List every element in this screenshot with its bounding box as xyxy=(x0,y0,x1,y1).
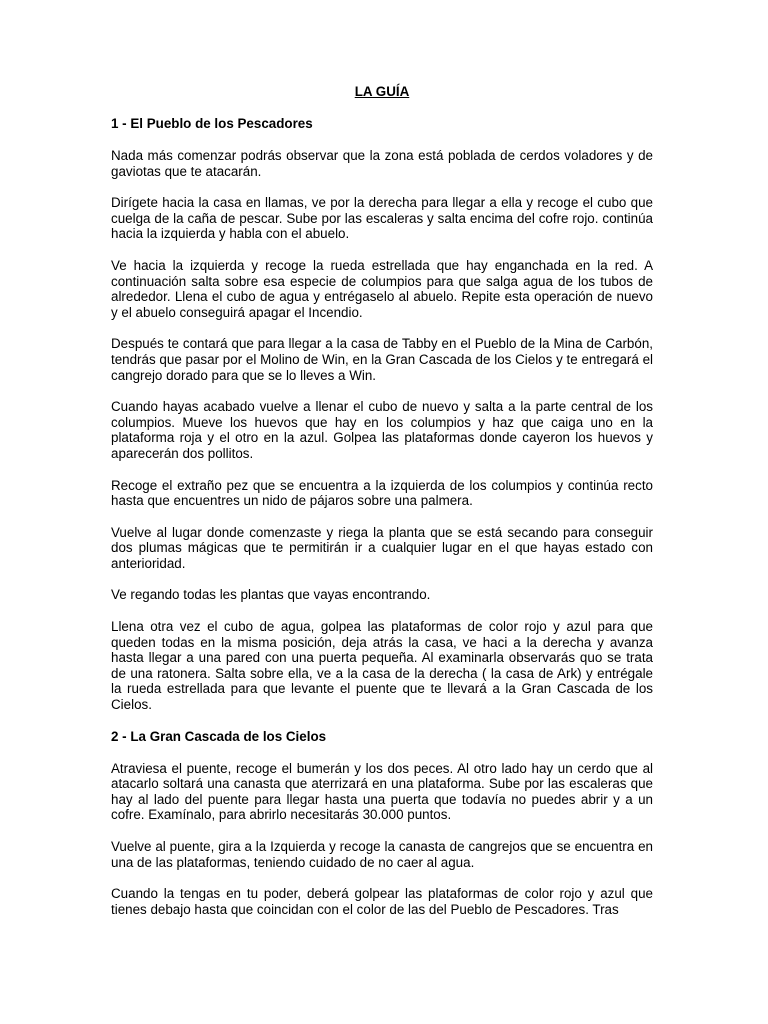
section-heading: 2 - La Gran Cascada de los Cielos xyxy=(111,728,327,744)
paragraph: Ve hacia la izquierda y recoge la rueda estrellada que hay enganchada en la red. A continuación salta sobre esa especie de columpios para que salga agua de los tubos de alrededor. Llena el cubo de agua y entrégaselo al abuelo. Repite esta operación de nuevo y el abuelo conseguirá apagar el Incendio. xyxy=(111,257,653,320)
section-2 xyxy=(111,729,653,918)
paragraph: Cuando la tengas en tu poder, deberá golpear las plataformas de color rojo y azul que tienes debajo hasta que coincidan con el color de las del Pueblo de Pescadores. Tras xyxy=(111,886,653,917)
section-heading: 1 - El Pueblo de los Pescadores xyxy=(111,116,313,131)
paragraph: Después te contará que para llegar a la casa de Tabby en el Pueblo de la Mina de Carbón, tendrás que pasar por el Molino de Win, en la Gran Cascada de los Cielos y te entregará el cangrejo dorado para que se lo lleves a Win. xyxy=(111,336,653,383)
paragraph: Dirígete hacia la casa en llamas, ve por la derecha para llegar a ella y recoge el cubo que cuelga de la caña de pescar. Sube por las escaleras y salta encima del cofre rojo. continúa hacia la izquierda y habla con el abuelo. xyxy=(111,195,653,242)
paragraph: Vuelve al lugar donde comenzaste y riega la planta que se está secando para conseguir dos plumas mágicas que te permitirán ir a cualquier lugar en el que hayas estado con anterioridad. xyxy=(111,524,653,571)
paragraph: Atraviesa el puente, recoge el bumerán y los dos peces. Al otro lado hay un cerdo que al atacarlo soltará una canasta que aterrizará en una plataforma. Sube por las escaleras que hay al lado del puente para llegar hasta una puerta que todavía no puedes abrir y a un cofre. Examínalo, para abrirlo necesitarás 30.000 puntos. xyxy=(111,760,653,823)
paragraph: Ve regando todas les plantas que vayas encontrando. xyxy=(111,587,431,603)
paragraph: Cuando hayas acabado vuelve a llenar el cubo de nuevo y salta a la parte central de los columpios. Mueve los huevos que hay en los columpios y haz que caiga uno en la plataforma roja y el otro en la azul. Golpea las plataformas donde cayeron los huevos y aparecerán dos pollitos. xyxy=(111,399,653,461)
document-page xyxy=(111,84,653,933)
paragraph: Nada más comenzar podrás observar que la zona está poblada de cerdos voladores y de gaviotas que te atacarán. xyxy=(111,148,653,179)
paragraph: Llena otra vez el cubo de agua, golpea las plataformas de color rojo y azul para que queden todas en la misma posición, deja atrás la casa, ve haci a la derecha y avanza hasta llegar a una pared con una puerta pequeña. Al examinarla observarás quo se trata de una ratonera. Salta sobre ella, ve a la casa de la derecha ( la casa de Ark) y entrégale la rueda estrellada para que levante el puente que te llevará a la Gran Cascada de los Cielos. xyxy=(111,619,653,713)
section-1 xyxy=(111,116,653,713)
paragraph: Vuelve al puente, gira a la Izquierda y recoge la canasta de cangrejos que se encuentra en una de las plataformas, teniendo cuidado de no caer al agua. xyxy=(111,839,653,870)
document-title: LA GUÍA xyxy=(354,84,410,99)
paragraph: Recoge el extraño pez que se encuentra a la izquierda de los columpios y continúa recto hasta que encuentres un nido de pájaros sobre una palmera. xyxy=(111,477,653,509)
